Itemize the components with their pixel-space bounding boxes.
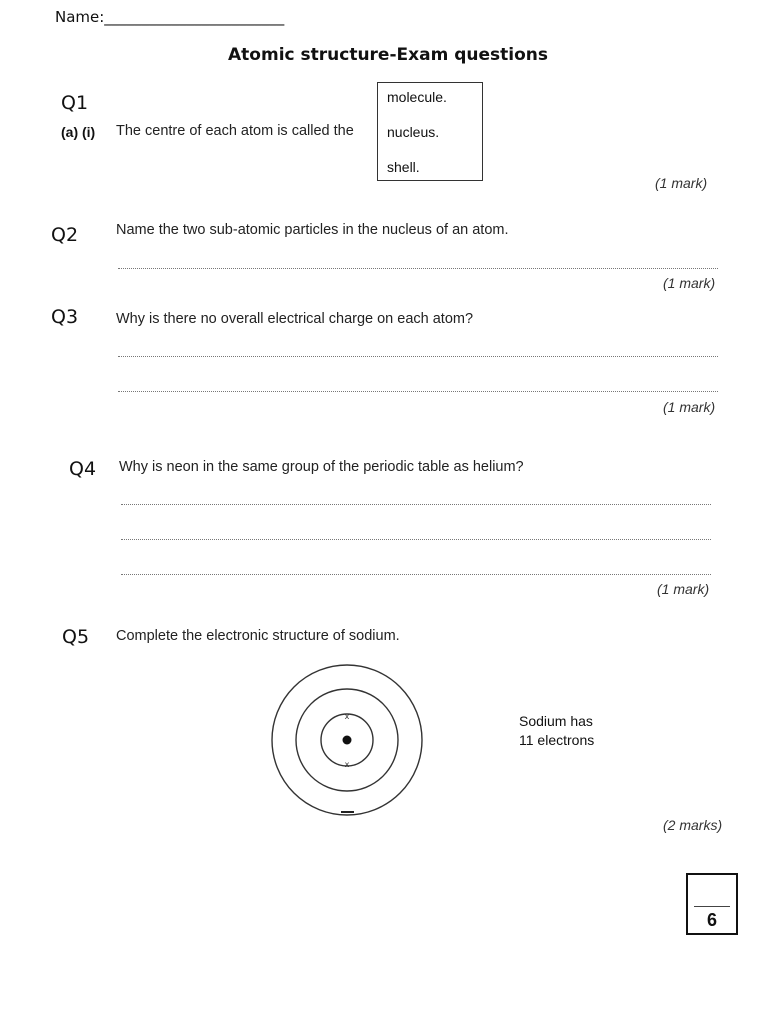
q3-mark: (1 mark) bbox=[663, 399, 716, 415]
q1-mark: (1 mark) bbox=[655, 175, 708, 191]
q4-mark: (1 mark) bbox=[657, 581, 710, 597]
score-divider-line bbox=[694, 906, 730, 907]
q2-mark: (1 mark) bbox=[663, 275, 716, 291]
q4-answer-line-2[interactable] bbox=[121, 539, 711, 540]
nucleus-dot bbox=[343, 736, 352, 745]
q4-text: Why is neon in the same group of the periodic table as helium? bbox=[119, 459, 524, 475]
q3-number: Q3 bbox=[51, 306, 79, 328]
q1-number: Q1 bbox=[61, 92, 89, 114]
q2-text: Name the two sub-atomic particles in the nucleus of an atom. bbox=[116, 222, 509, 238]
total-marks-value: 6 bbox=[706, 910, 717, 930]
q4-answer-line-1[interactable] bbox=[121, 504, 711, 505]
q2-number: Q2 bbox=[51, 224, 79, 246]
q4-answer-line-3[interactable] bbox=[121, 574, 711, 575]
q1-option-shell[interactable]: shell. bbox=[387, 159, 420, 175]
total-score-box bbox=[686, 873, 738, 935]
q1-options-box bbox=[377, 82, 483, 181]
sodium-electron-shell-diagram[interactable] bbox=[270, 664, 424, 816]
q5-mark: (2 marks) bbox=[663, 817, 723, 833]
q1-part-label: (a) (i) bbox=[61, 124, 96, 140]
q1-option-nucleus[interactable]: nucleus. bbox=[387, 124, 440, 140]
inner-electron-bottom: x bbox=[344, 760, 350, 769]
q5-number: Q5 bbox=[62, 626, 90, 648]
q1-option-molecule[interactable]: molecule. bbox=[387, 89, 447, 105]
q3-answer-line-1[interactable] bbox=[118, 356, 718, 357]
q3-answer-line-2[interactable] bbox=[118, 391, 718, 392]
name-field-label: Name:________________________ bbox=[55, 8, 285, 26]
q5-note-line-2: 11 electrons bbox=[519, 732, 595, 748]
inner-electron-top: x bbox=[344, 712, 350, 721]
page-title: Atomic structure-Exam questions bbox=[228, 45, 548, 65]
q5-note-line-1: Sodium has bbox=[519, 713, 593, 729]
q3-text: Why is there no overall electrical charge on each atom? bbox=[116, 311, 474, 327]
q5-text: Complete the electronic structure of sodium. bbox=[116, 628, 400, 644]
q4-number: Q4 bbox=[69, 458, 97, 480]
q2-answer-line[interactable] bbox=[118, 268, 718, 269]
q1-text: The centre of each atom is called the bbox=[116, 123, 354, 139]
